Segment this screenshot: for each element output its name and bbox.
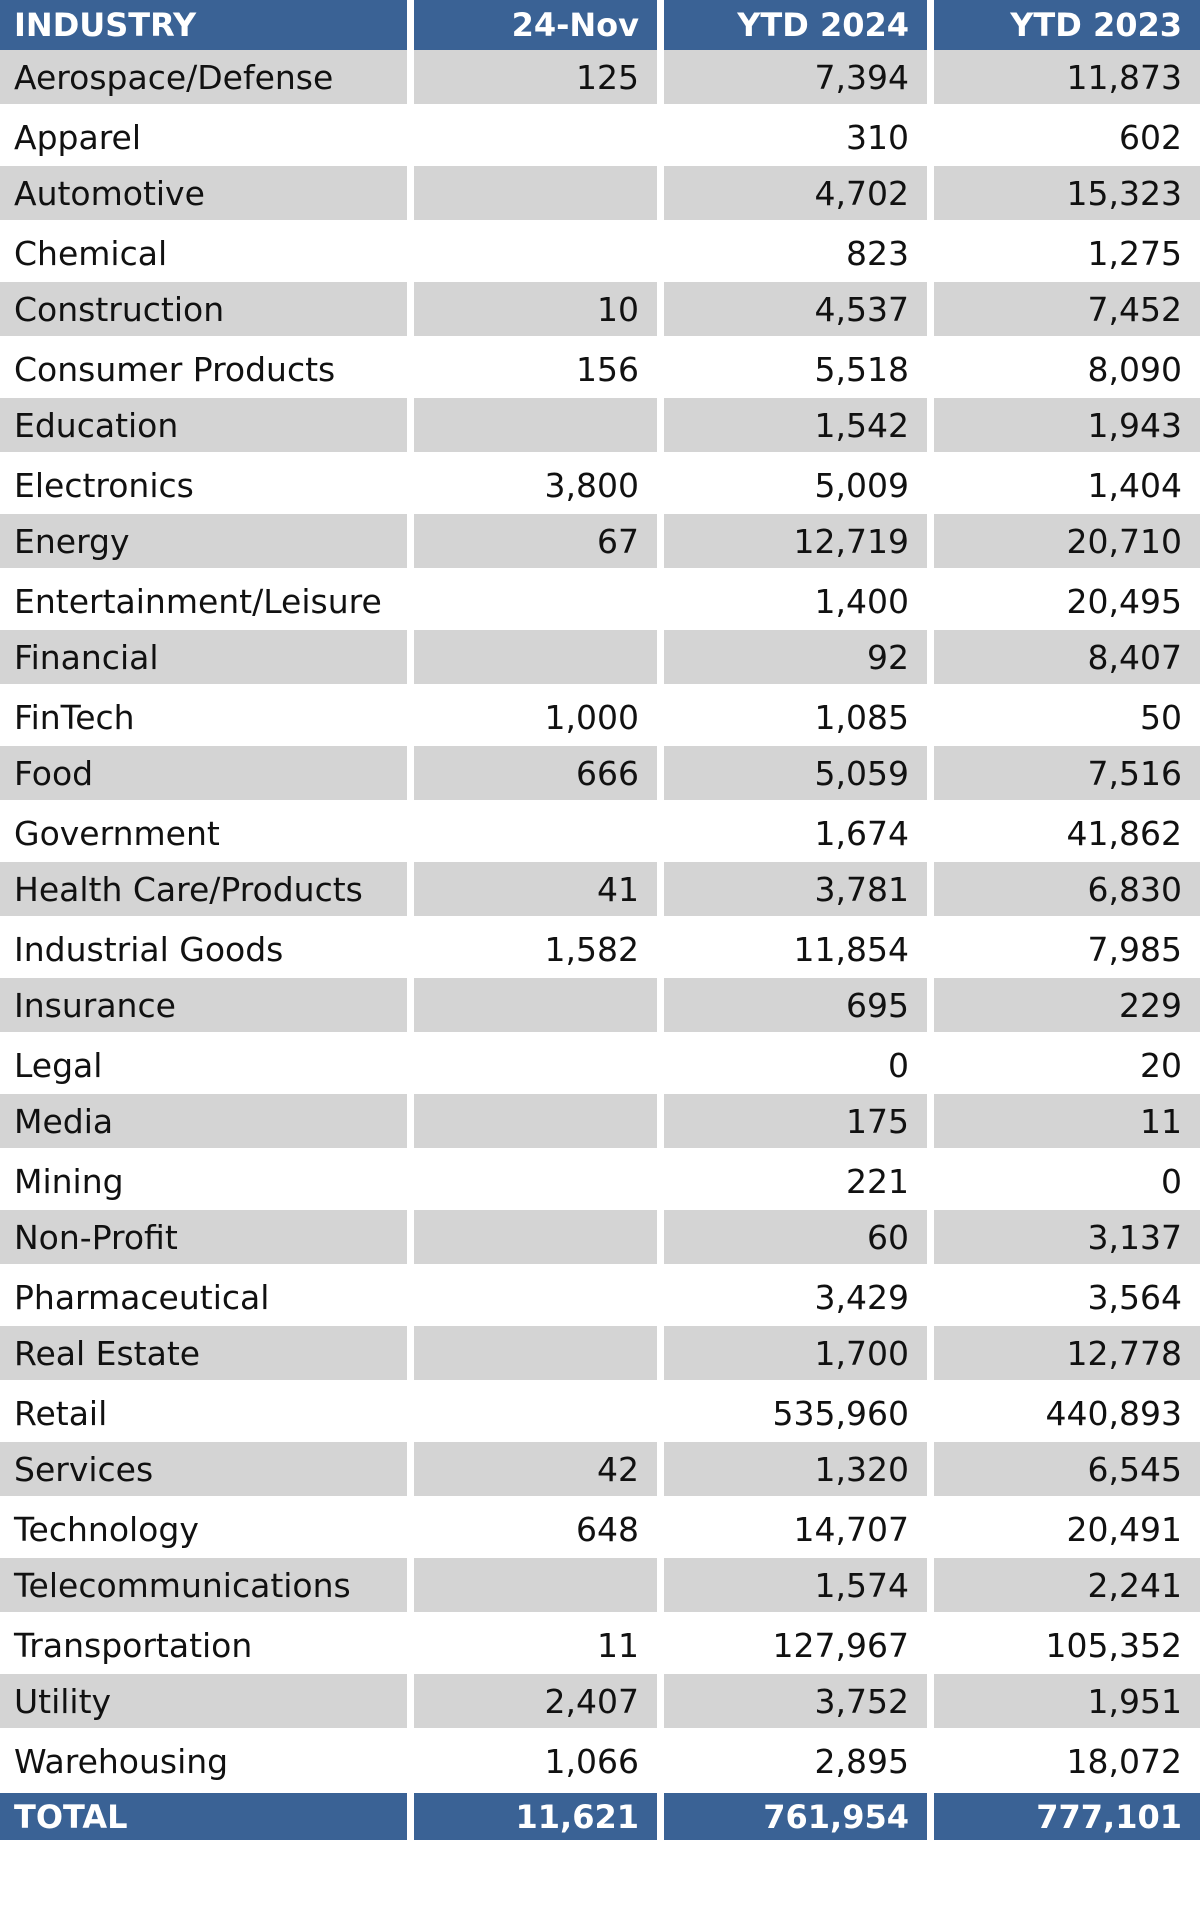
table-row-ytd-2023-cell: 18,072 [927, 1732, 1200, 1790]
table-row-industry-cell: Construction [0, 282, 407, 340]
table-row-ytd-2023-cell: 1,943 [927, 398, 1200, 456]
table-row-nov-24-cell [407, 630, 657, 688]
table-row-industry-cell: Real Estate [0, 1326, 407, 1384]
table-row-ytd-2024-cell: 14,707 [657, 1500, 927, 1558]
table-row-nov-24-cell [407, 572, 657, 630]
table-row-ytd-2024-cell: 11,854 [657, 920, 927, 978]
table-row-nov-24-cell [407, 1152, 657, 1210]
table-row-industry-cell: Media [0, 1094, 407, 1152]
table-row-nov-24-cell [407, 1558, 657, 1616]
table-row-ytd-2023-cell: 2,241 [927, 1558, 1200, 1616]
table-row-nov-24-cell: 2,407 [407, 1674, 657, 1732]
table-row-industry-cell: Industrial Goods [0, 920, 407, 978]
table-row-nov-24-cell [407, 166, 657, 224]
table-row-industry-cell: Food [0, 746, 407, 804]
table-row-ytd-2023-cell: 20,710 [927, 514, 1200, 572]
table-row-ytd-2024-cell: 1,700 [657, 1326, 927, 1384]
table-row-industry-cell: Mining [0, 1152, 407, 1210]
header-row-industry-cell: INDUSTRY [0, 0, 407, 50]
table-row-ytd-2023-cell: 12,778 [927, 1326, 1200, 1384]
total-row-nov-24-cell: 11,621 [407, 1790, 657, 1840]
table-row-ytd-2024-cell: 92 [657, 630, 927, 688]
table-row-ytd-2023-cell: 8,407 [927, 630, 1200, 688]
table-row-ytd-2024-cell: 12,719 [657, 514, 927, 572]
table-row-industry-cell: Chemical [0, 224, 407, 282]
table-row-industry-cell: Pharmaceutical [0, 1268, 407, 1326]
table-row-industry-cell: Electronics [0, 456, 407, 514]
table-row-nov-24-cell: 3,800 [407, 456, 657, 514]
table-row-industry-cell: Financial [0, 630, 407, 688]
table-row-ytd-2023-cell: 11 [927, 1094, 1200, 1152]
table-row-nov-24-cell: 10 [407, 282, 657, 340]
table-row-nov-24-cell: 42 [407, 1442, 657, 1500]
table-row-nov-24-cell: 11 [407, 1616, 657, 1674]
table-row-ytd-2024-cell: 7,394 [657, 50, 927, 108]
table-row-ytd-2023-cell: 440,893 [927, 1384, 1200, 1442]
table-row-ytd-2024-cell: 310 [657, 108, 927, 166]
table-row-industry-cell: FinTech [0, 688, 407, 746]
table-row-ytd-2024-cell: 127,967 [657, 1616, 927, 1674]
table-row-ytd-2024-cell: 4,537 [657, 282, 927, 340]
table-row-ytd-2023-cell: 1,951 [927, 1674, 1200, 1732]
table-row-ytd-2024-cell: 1,400 [657, 572, 927, 630]
header-row-nov-24-cell: 24-Nov [407, 0, 657, 50]
header-row-ytd-2024-cell: YTD 2024 [657, 0, 927, 50]
table-row-ytd-2023-cell: 6,545 [927, 1442, 1200, 1500]
table-row-nov-24-cell: 125 [407, 50, 657, 108]
table-row-ytd-2024-cell: 535,960 [657, 1384, 927, 1442]
table-row-nov-24-cell [407, 1384, 657, 1442]
table-row-nov-24-cell: 1,000 [407, 688, 657, 746]
table-row-nov-24-cell [407, 224, 657, 282]
table-row-ytd-2023-cell: 50 [927, 688, 1200, 746]
table-row-ytd-2023-cell: 41,862 [927, 804, 1200, 862]
table-row-ytd-2024-cell: 4,702 [657, 166, 927, 224]
table-row-industry-cell: Aerospace/Defense [0, 50, 407, 108]
table-row-industry-cell: Entertainment/Leisure [0, 572, 407, 630]
total-row-ytd-2024-cell: 761,954 [657, 1790, 927, 1840]
table-row-ytd-2024-cell: 5,518 [657, 340, 927, 398]
table-row-ytd-2023-cell: 7,452 [927, 282, 1200, 340]
table-row-nov-24-cell [407, 1326, 657, 1384]
table-row-ytd-2024-cell: 3,752 [657, 1674, 927, 1732]
table-row-ytd-2023-cell: 6,830 [927, 862, 1200, 920]
table-row-industry-cell: Utility [0, 1674, 407, 1732]
table-row-ytd-2023-cell: 20,491 [927, 1500, 1200, 1558]
table-row-ytd-2024-cell: 60 [657, 1210, 927, 1268]
table-row-ytd-2024-cell: 695 [657, 978, 927, 1036]
table-row-ytd-2023-cell: 1,275 [927, 224, 1200, 282]
table-row-nov-24-cell: 156 [407, 340, 657, 398]
table-row-industry-cell: Transportation [0, 1616, 407, 1674]
table-row-ytd-2024-cell: 1,674 [657, 804, 927, 862]
header-row-ytd-2023-cell: YTD 2023 [927, 0, 1200, 50]
table-row-nov-24-cell [407, 1268, 657, 1326]
table-row-industry-cell: Legal [0, 1036, 407, 1094]
table-row-ytd-2023-cell: 229 [927, 978, 1200, 1036]
table-row-ytd-2023-cell: 602 [927, 108, 1200, 166]
table-row-ytd-2024-cell: 2,895 [657, 1732, 927, 1790]
table-row-nov-24-cell: 67 [407, 514, 657, 572]
table-row-nov-24-cell: 41 [407, 862, 657, 920]
table-row-ytd-2023-cell: 3,137 [927, 1210, 1200, 1268]
table-row-nov-24-cell: 648 [407, 1500, 657, 1558]
table-row-ytd-2024-cell: 3,781 [657, 862, 927, 920]
table-row-industry-cell: Telecommunications [0, 1558, 407, 1616]
table-row-ytd-2024-cell: 221 [657, 1152, 927, 1210]
total-row-ytd-2023-cell: 777,101 [927, 1790, 1200, 1840]
table-row-ytd-2024-cell: 3,429 [657, 1268, 927, 1326]
table-row-ytd-2023-cell: 1,404 [927, 456, 1200, 514]
table-row-industry-cell: Warehousing [0, 1732, 407, 1790]
table-row-ytd-2023-cell: 8,090 [927, 340, 1200, 398]
table-row-nov-24-cell [407, 1036, 657, 1094]
table-row-industry-cell: Automotive [0, 166, 407, 224]
table-row-ytd-2024-cell: 1,542 [657, 398, 927, 456]
table-row-ytd-2023-cell: 3,564 [927, 1268, 1200, 1326]
table-row-ytd-2024-cell: 1,085 [657, 688, 927, 746]
table-row-industry-cell: Apparel [0, 108, 407, 166]
table-row-nov-24-cell [407, 398, 657, 456]
table-row-industry-cell: Services [0, 1442, 407, 1500]
table-row-nov-24-cell [407, 1094, 657, 1152]
table-row-industry-cell: Health Care/Products [0, 862, 407, 920]
table-row-ytd-2023-cell: 15,323 [927, 166, 1200, 224]
table-row-ytd-2024-cell: 1,574 [657, 1558, 927, 1616]
table-row-ytd-2023-cell: 20,495 [927, 572, 1200, 630]
table-row-ytd-2024-cell: 1,320 [657, 1442, 927, 1500]
table-row-nov-24-cell [407, 978, 657, 1036]
table-row-industry-cell: Insurance [0, 978, 407, 1036]
table-row-industry-cell: Non-Profit [0, 1210, 407, 1268]
table-row-ytd-2023-cell: 0 [927, 1152, 1200, 1210]
table-row-industry-cell: Energy [0, 514, 407, 572]
table-row-ytd-2023-cell: 105,352 [927, 1616, 1200, 1674]
table-row-industry-cell: Education [0, 398, 407, 456]
table-row-ytd-2023-cell: 11,873 [927, 50, 1200, 108]
table-row-nov-24-cell: 1,066 [407, 1732, 657, 1790]
table-row-ytd-2023-cell: 7,516 [927, 746, 1200, 804]
table-row-industry-cell: Technology [0, 1500, 407, 1558]
table-row-ytd-2024-cell: 5,059 [657, 746, 927, 804]
table-row-industry-cell: Retail [0, 1384, 407, 1442]
table-row-ytd-2024-cell: 175 [657, 1094, 927, 1152]
table-row-nov-24-cell [407, 804, 657, 862]
table-row-ytd-2024-cell: 5,009 [657, 456, 927, 514]
table-row-nov-24-cell [407, 108, 657, 166]
table-row-ytd-2023-cell: 7,985 [927, 920, 1200, 978]
table-row-industry-cell: Consumer Products [0, 340, 407, 398]
table-row-ytd-2024-cell: 0 [657, 1036, 927, 1094]
table-row-ytd-2024-cell: 823 [657, 224, 927, 282]
table-row-nov-24-cell: 666 [407, 746, 657, 804]
table-row-ytd-2023-cell: 20 [927, 1036, 1200, 1094]
table-row-nov-24-cell: 1,582 [407, 920, 657, 978]
table-row-industry-cell: Government [0, 804, 407, 862]
total-row-industry-cell: TOTAL [0, 1790, 407, 1840]
table-row-nov-24-cell [407, 1210, 657, 1268]
